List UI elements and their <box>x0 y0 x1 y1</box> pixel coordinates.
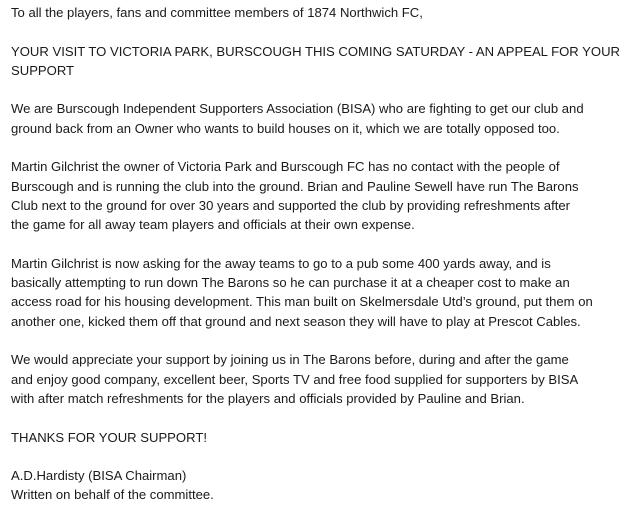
heading-line: SUPPORT <box>11 62 75 78</box>
paragraph-line: with after match refreshments for the players and officials provided by Pauline and Brian. <box>11 390 525 406</box>
paragraph-line: Club next to the ground for over 30 years and supported the club by providing refreshments after <box>11 197 570 213</box>
signature-note: Written on behalf of the committee. <box>11 487 214 503</box>
paragraph-line: another one, kicked them off that ground and next season they will have to play at Prescot Cables. <box>11 313 581 329</box>
paragraph-line: We would appreciate your support by joining us in The Barons before, during and after the game <box>11 352 569 368</box>
paragraph-line: basically attempting to run down The Barons so he can purchase it at a cheaper cost to make an <box>11 275 570 291</box>
paragraph-line: Martin Gilchrist is now asking for the away teams to go to a pub some 400 yards away, and is <box>11 255 551 271</box>
paragraph-pub <box>11 254 623 331</box>
paragraph-line: Martin Gilchrist the owner of Victoria Park and Burscough FC has no contact with the people of <box>11 159 560 175</box>
salutation: To all the players, fans and committee members of 1874 Northwich FC, <box>11 5 423 20</box>
letter-document <box>11 3 623 505</box>
signature <box>11 466 623 505</box>
paragraph-line: We are Burscough Independent Supporters Association (BISA) who are fighting to get our club and <box>11 101 584 117</box>
heading-line: YOUR VISIT TO VICTORIA PARK, BURSCOUGH THIS COMING SATURDAY - AN APPEAL FOR YOUR <box>11 43 620 59</box>
paragraph-line: access road for his housing development. This man built on Skelmersdale Utd’s ground, put them on <box>11 294 593 310</box>
paragraph-appeal <box>11 350 623 408</box>
paragraph-line: and enjoy good company, excellent beer, Sports TV and free food supplied for supporters by BISA <box>11 371 579 387</box>
paragraph-intro <box>11 99 623 138</box>
paragraph-line: Burscough and is running the club into the ground. Brian and Pauline Sewell have run The Barons <box>11 178 579 194</box>
thanks: THANKS FOR YOUR SUPPORT! <box>11 429 207 445</box>
paragraph-line: the game for all away team players and officials at their own expense. <box>11 217 415 233</box>
paragraph-line: ground back from an Owner who wants to build houses on it, which we are totally opposed too. <box>11 120 560 136</box>
signature-name: A.D.Hardisty (BISA Chairman) <box>11 468 187 484</box>
paragraph-owner <box>11 157 623 234</box>
heading <box>11 42 623 81</box>
